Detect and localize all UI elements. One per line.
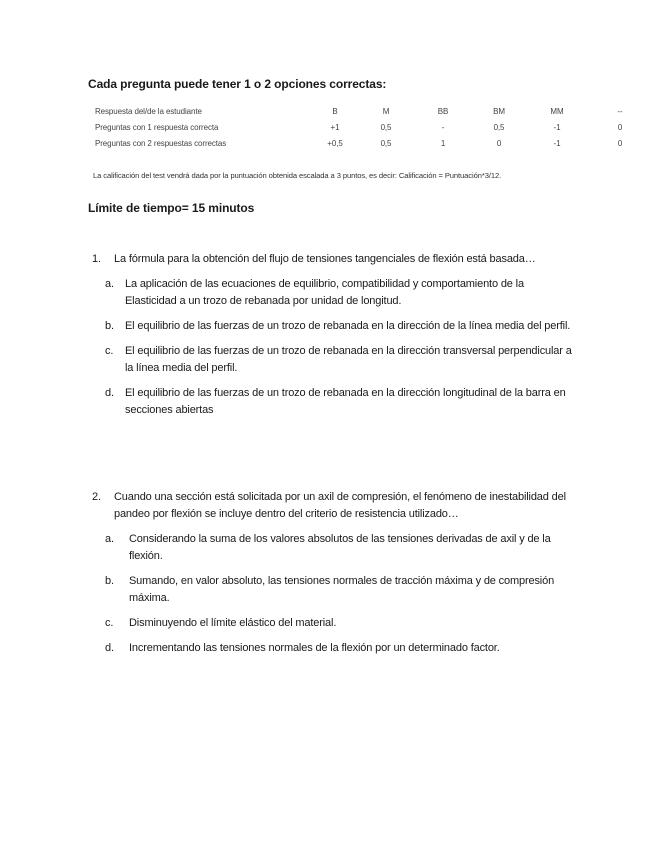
option-letter: b. [105,320,114,332]
table-header-cell: MM [550,106,564,116]
table-cell: 0 [617,138,623,148]
scoring-table [95,103,653,151]
question-2 [92,489,572,657]
table-cell: +1 [330,122,340,132]
option-text: El equilibrio de las fuerzas de un trozo de rebanada en la dirección de la línea media del perfil. [125,320,571,332]
option-text: Disminuyendo el límite elástico del material. [129,617,337,629]
table-cell: -1 [553,122,561,132]
option-text: La aplicación de las ecuaciones de equilibrio, compatibilidad y comportamiento de la Elasticidad a un trozo de rebanada por unidad de longitud. [125,278,524,307]
table-cell: 0 [617,122,623,132]
option-a[interactable] [92,276,572,310]
table-header-cell: B [332,106,338,116]
option-text: Incrementando las tensiones normales de la flexión por un determinado factor. [129,642,500,654]
question-text: La fórmula para la obtención del flujo de tensiones tangenciales de flexión está basada… [114,253,536,265]
option-text: El equilibrio de las fuerzas de un trozo de rebanada en la dirección longitudinal de la barra en secciones abiertas [125,387,566,416]
grading-note: La calificación del test vendrá dada por la puntuación obtenida escalada a 3 puntos, es decir: Calificación = Puntuación*3/12. [93,171,502,180]
table-row [95,135,653,151]
table-row [95,119,653,135]
option-text: Considerando la suma de los valores absolutos de las tensiones derivadas de axil y de la flexión. [129,533,551,562]
option-d[interactable] [92,385,572,419]
option-letter: a. [105,533,114,545]
option-d[interactable] [92,640,572,657]
option-letter: c. [105,617,114,629]
option-a[interactable] [92,531,572,565]
option-b[interactable] [92,318,572,335]
table-header-cell: M [382,106,390,116]
time-limit: Límite de tiempo= 15 minutos [88,201,255,215]
question-1 [92,251,572,419]
option-text: El equilibrio de las fuerzas de un trozo de rebanada en la dirección transversal perpendicular a la línea media del perfil. [125,345,572,374]
table-row-label: Preguntas con 1 respuesta correcta [95,122,219,132]
table-header-cell: BB [437,106,449,116]
table-cell: -1 [553,138,561,148]
table-cell: +0,5 [327,138,343,148]
option-letter: d. [105,387,114,399]
option-c[interactable] [92,343,572,377]
table-cell: 1 [440,138,446,148]
option-text: Sumando, en valor absoluto, las tensiones normales de tracción máxima y de compresión máxima. [129,575,555,604]
table-header-cell: Respuesta del/de la estudiante [95,106,202,116]
table-cell: 0,5 [380,122,392,132]
question-text: Cuando una sección está solicitada por un axil de compresión, el fenómeno de inestabilidad del pandeo por flexión se incluye dentro del criterio de resistencia utilizado… [114,491,566,520]
option-c[interactable] [92,615,572,632]
table-header-row [95,103,653,119]
table-header-cell: BM [493,106,505,116]
page-title: Cada pregunta puede tener 1 o 2 opciones correctas: [88,77,387,91]
option-letter: b. [105,575,114,587]
option-letter: c. [105,345,114,357]
table-row-label: Preguntas con 2 respuestas correctas [95,138,227,148]
option-b[interactable] [92,573,572,607]
question-number: 2. [92,491,101,503]
table-cell: 0,5 [493,122,505,132]
table-cell: 0,5 [380,138,392,148]
table-cell: - [441,122,445,132]
table-cell: 0 [496,138,502,148]
option-letter: d. [105,642,114,654]
table-header-cell: -- [617,106,623,116]
question-number: 1. [92,253,101,265]
option-letter: a. [105,278,114,290]
